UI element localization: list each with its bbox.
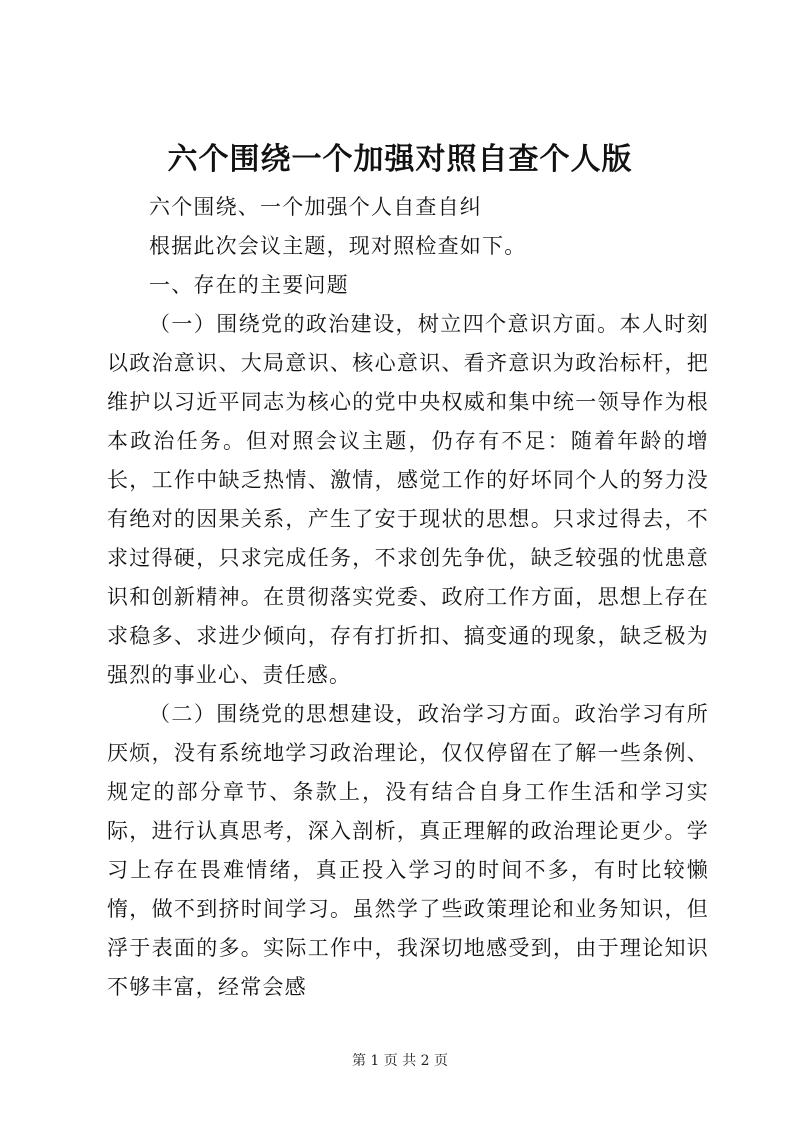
document-title: 六个围绕一个加强对照自查个人版 [167, 142, 633, 177]
page-footer: 第 1 页 共 2 页 [351, 1053, 449, 1069]
body-paragraph-political: （一）围绕党的政治建设，树立四个意识方面。本人时刻以政治意识、大局意识、核心意识、看齐意识为政治标杆，把维护以习近平同志为核心的党中央权威和集中统一领导作为根本政治任务。但对照会议主题，仍存有不足：随着年龄的增长，工作中缺乏热情、激情，感觉工作的好坏同个人的努力没有绝对的因果关系，产生了安于现状的思想。只求过得去，不求过得硬，只求完成任务，不求创先争优，缺乏较强的忧患意识和创新精神。在贯彻落实党委、政府工作方面，思想上存在求稳多、求进少倾向，存有打折扣、搞变通的现象，缺乏极为强烈的事业心、责任感。 [107, 312, 709, 687]
subtitle-paragraph: 六个围绕、一个加强个人自查自纠 [149, 195, 482, 219]
section-heading: 一、存在的主要问题 [149, 273, 349, 297]
intro-paragraph: 根据此次会议主题，现对照检查如下。 [149, 234, 527, 258]
body-paragraph-ideological: （二）围绕党的思想建设，政治学习方面。政治学习有所厌烦，没有系统地学习政治理论，仅仅停留在了解一些条例、规定的部分章节、条款上，没有结合自身工作生活和学习实际，进行认真思考，深入剖析，真正理解的政治理论更少。学习上存在畏难情绪，真正投入学习的时间不多，有时比较懒惰，做不到挤时间学习。虽然学了些政策理论和业务知识，但浮于表面的多。实际工作中，我深切地感受到，由于理论知识不够丰富，经常会感 [107, 702, 709, 999]
document-body [107, 188, 709, 1007]
